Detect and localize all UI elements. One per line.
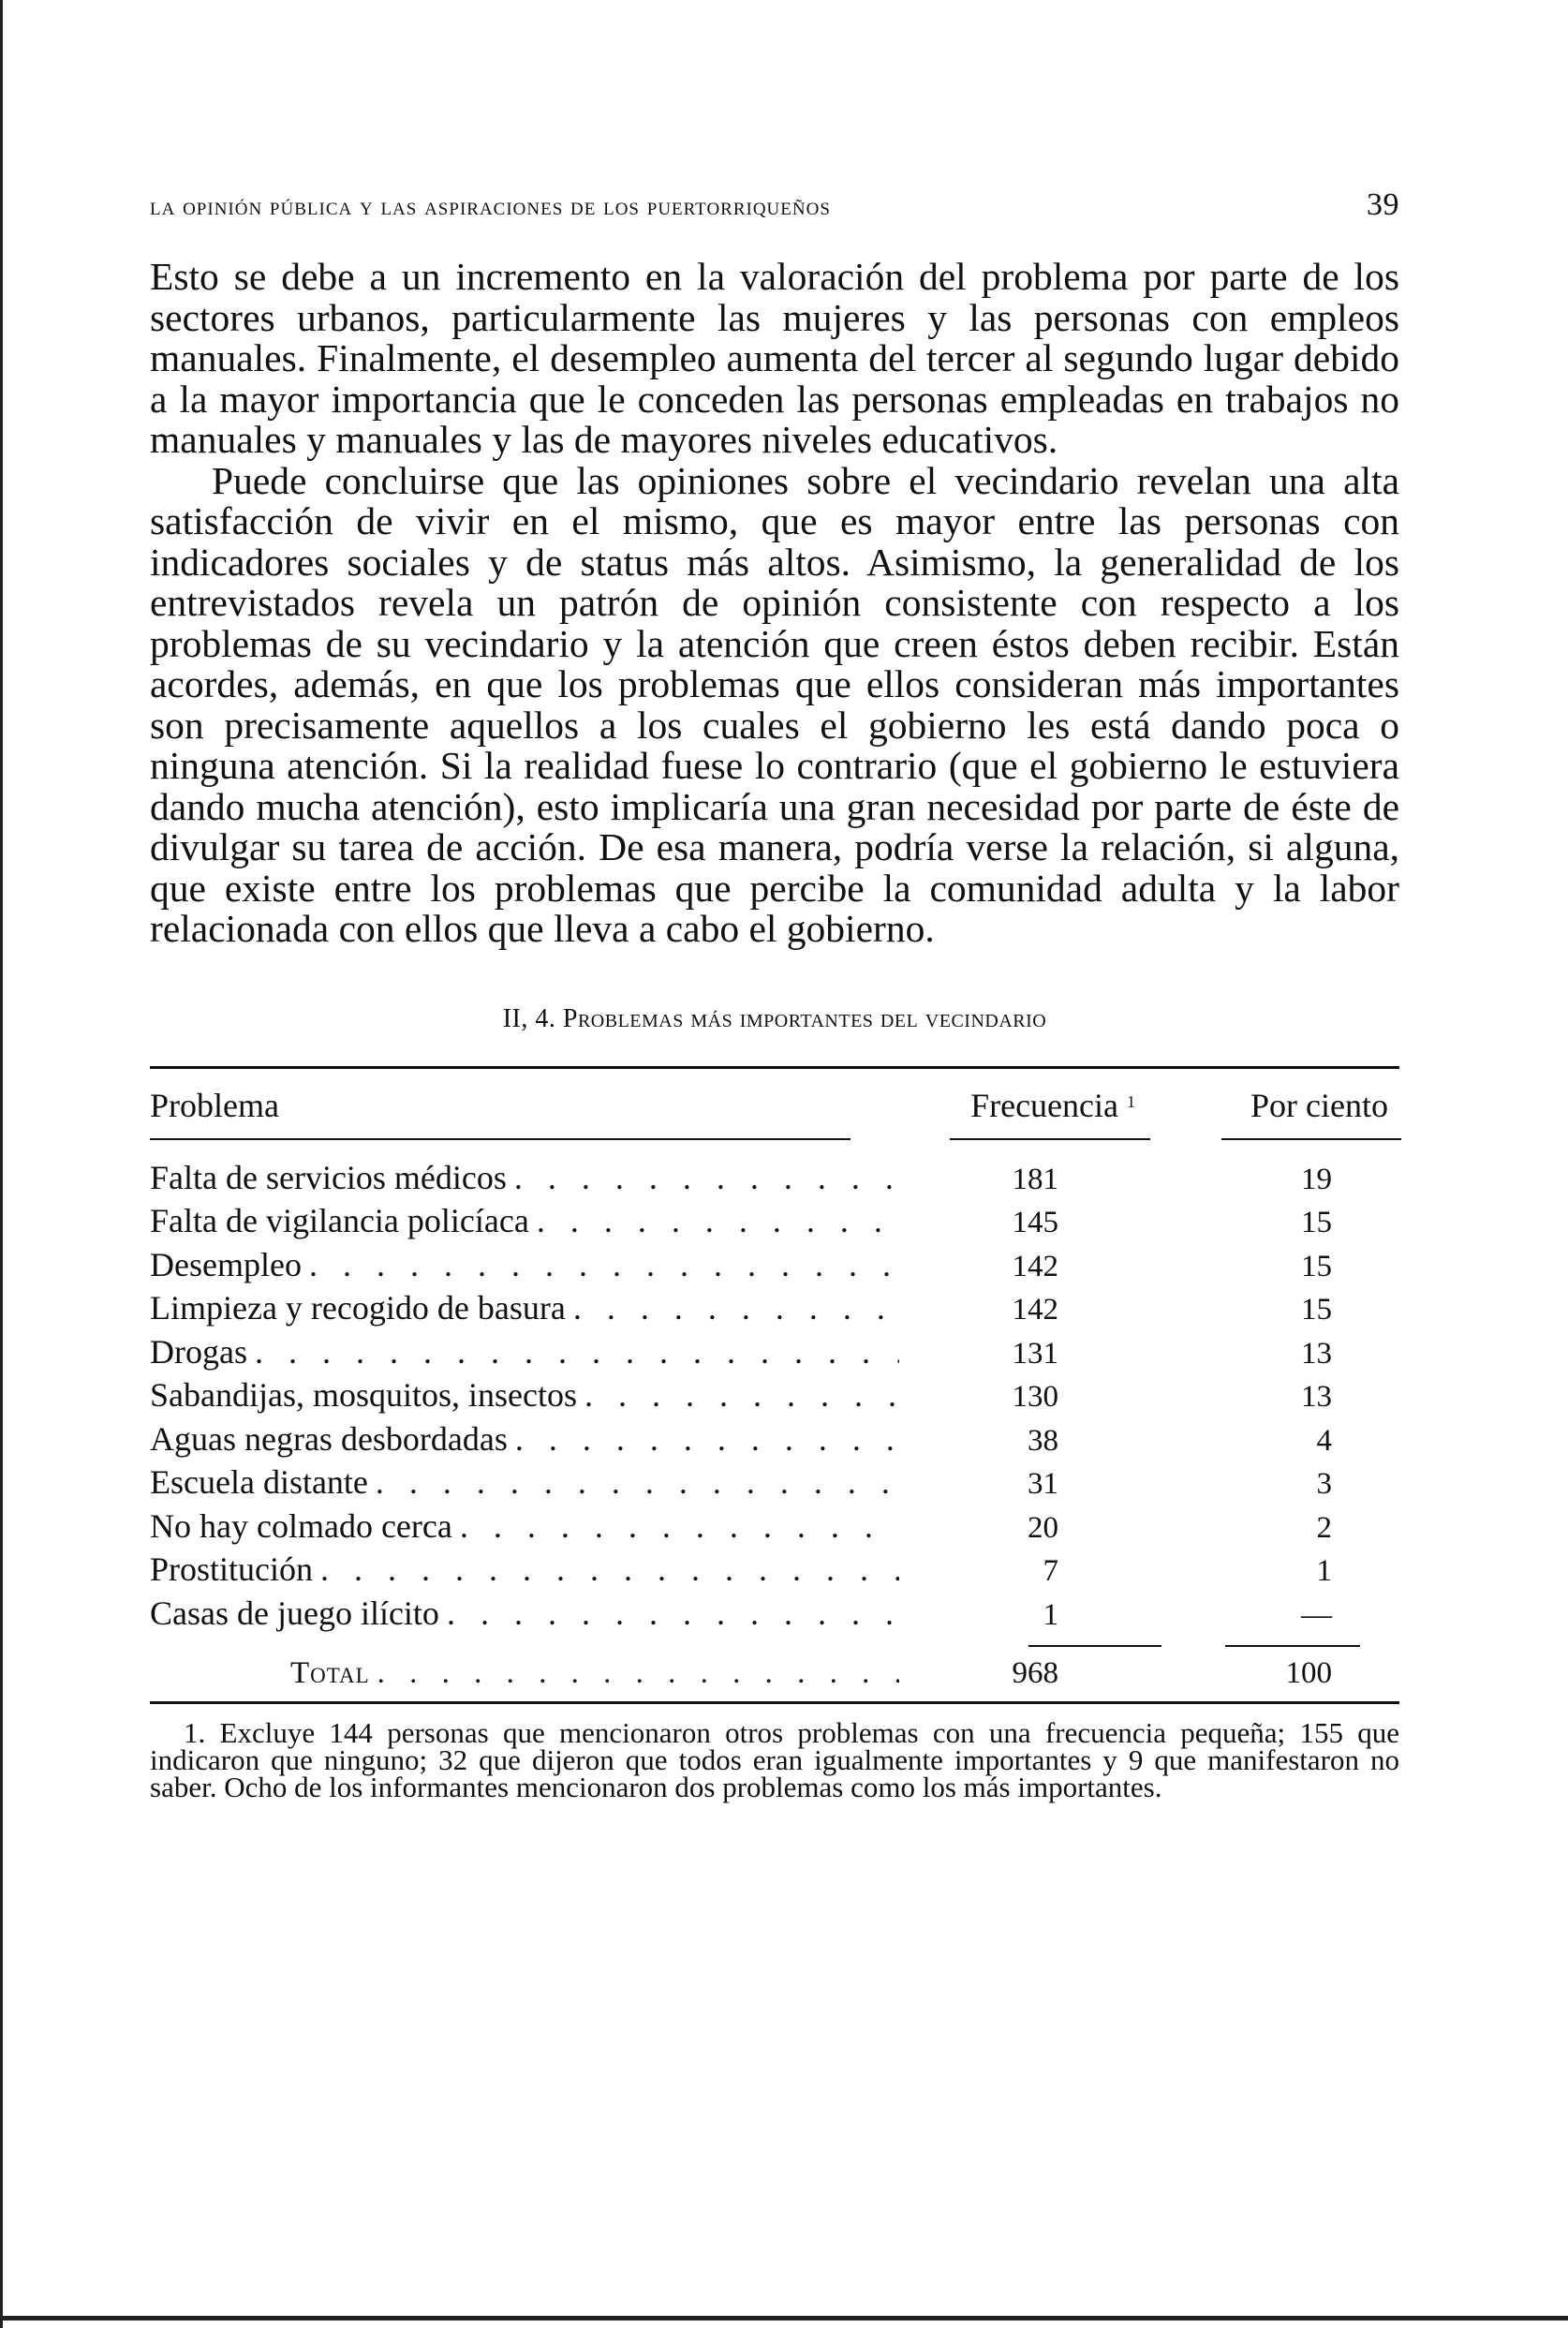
table-number: II, 4. [502,1003,556,1033]
table-caption [150,1004,1399,1034]
header-problem: Problema [150,1086,279,1124]
table-row [150,1244,1399,1288]
table-footnote [150,1716,1400,1803]
total-frequency: 968 [1012,1656,1058,1690]
row-problem: Escuela distante [150,1463,368,1501]
page-number: 39 [1367,187,1399,222]
table-row [150,1157,1399,1201]
row-percent: 13 [1301,1380,1332,1414]
row-frequency: 7 [1043,1554,1058,1588]
table-row [150,1374,1399,1418]
row-problem: Falta de vigilancia policíaca [150,1202,529,1239]
row-frequency: 20 [1028,1510,1058,1545]
row-percent: 1 [1316,1554,1332,1588]
table-row [150,1593,1399,1637]
row-percent: 19 [1301,1162,1332,1196]
row-frequency: 142 [1012,1293,1058,1327]
total-rules [150,1645,1399,1647]
row-problem: Sabandijas, mosquitos, insectos [150,1376,577,1414]
row-frequency: 38 [1028,1423,1058,1458]
footnote-text: Excluye 144 personas que mencionaron otros problemas con una frecuencia pequeña; 155 que indicaron que ninguno; 32 que dijeron que todos eran igualmente importantes y 9 que manifestaron no saber. Ocho de los informantes mencionaron dos problemas como los más importantes. [150,1716,1400,1803]
row-percent: 15 [1301,1249,1332,1283]
row-problem: Aguas negras desbordadas [150,1419,508,1458]
table-top-rule [150,1066,1399,1069]
header-frequency: Frecuencia $^1$ [970,1086,1135,1124]
table-row [150,1331,1399,1375]
table-body [150,1157,1399,1637]
row-percent: 13 [1301,1336,1332,1371]
row-problem: Drogas [150,1332,247,1371]
row-frequency: 1 [1043,1597,1058,1632]
footnote-number: 1. [184,1716,206,1749]
table-row [150,1287,1399,1331]
table-row [150,1461,1399,1505]
table-row [150,1418,1399,1462]
table-total-row [150,1653,1399,1694]
row-frequency: 142 [1012,1249,1058,1283]
header-percent: Por ciento [1250,1086,1388,1124]
row-percent: 3 [1316,1467,1332,1501]
row-frequency: 181 [1012,1162,1058,1196]
table-row [150,1505,1399,1550]
problems-table [150,1066,1399,1705]
header-rules [150,1138,1399,1140]
table-bottom-rule [150,1701,1399,1704]
paragraph-2: Puede concluirse que las opiniones sobre el vecindario revelan una alta satisfacción de vivir en el mismo, que es mayor entre las personas con indicadores sociales y de status más altos. Asimismo, la generalidad de los entrevistados revela un patrón de opinión consistente con respecto a los problemas de su vecindario y la atención que creen éstos deben recibir. Están acordes, además, en que los problemas que ellos consideran más importantes son precisamente aquellos a los cuales el gobierno les está dando poca o ninguna atención. Si la realidad fuese lo contrario (que el gobierno le estuviera dando mucha atención), esto implicaría una gran necesidad por parte de éste de divulgar su tarea de acción. De esa manera, podría verse la relación, si alguna, que existe entre los problemas que percibe la comunidad adulta y la labor relacionada con ellos que lleva a cabo el gobierno. [150,458,1399,950]
row-frequency: 131 [1012,1336,1058,1371]
row-problem: Falta de servicios médicos [150,1158,507,1196]
row-frequency: 130 [1012,1380,1058,1414]
running-head [150,187,1399,223]
row-percent: 4 [1316,1423,1332,1458]
table-header-row [150,1086,1399,1138]
table-title: Problemas más importantes del vecindario [562,1003,1047,1033]
row-percent: 15 [1301,1293,1332,1327]
book-page [150,187,1399,1801]
total-percent: 100 [1285,1656,1332,1690]
row-percent: — [1301,1597,1332,1632]
footnote-marker: 1 [1127,1091,1135,1111]
table-row [150,1200,1399,1244]
running-title: la opinión pública y las aspiraciones de los puertorriqueños [150,192,831,220]
row-problem: Desempleo [150,1245,302,1283]
row-problem: Prostitución [150,1550,314,1588]
table-row [150,1549,1399,1593]
paragraph-1: Esto se debe a un incremento en la valoración del problema por parte de los sectores urbanos, particularmente las mujeres y las personas con empleos manuales. Finalmente, el desempleo aumenta del tercer al segundo lugar debido a la mayor importancia que le conceden las personas empleadas en trabajos no manuales y manuales y las de mayores niveles educativos. [150,255,1399,461]
row-problem: No hay colmado cerca [150,1506,452,1545]
row-percent: 15 [1301,1206,1332,1239]
row-percent: 2 [1316,1510,1332,1545]
body-text [150,257,1399,950]
row-problem: Limpieza y recogido de basura [150,1289,566,1327]
row-problem: Casas de juego ilícito [150,1594,439,1632]
row-frequency: 31 [1028,1467,1058,1501]
page-edge-left [0,0,3,2328]
row-frequency: 145 [1012,1206,1058,1239]
page-edge-bottom [0,2316,1568,2321]
total-label: Total [290,1656,370,1690]
